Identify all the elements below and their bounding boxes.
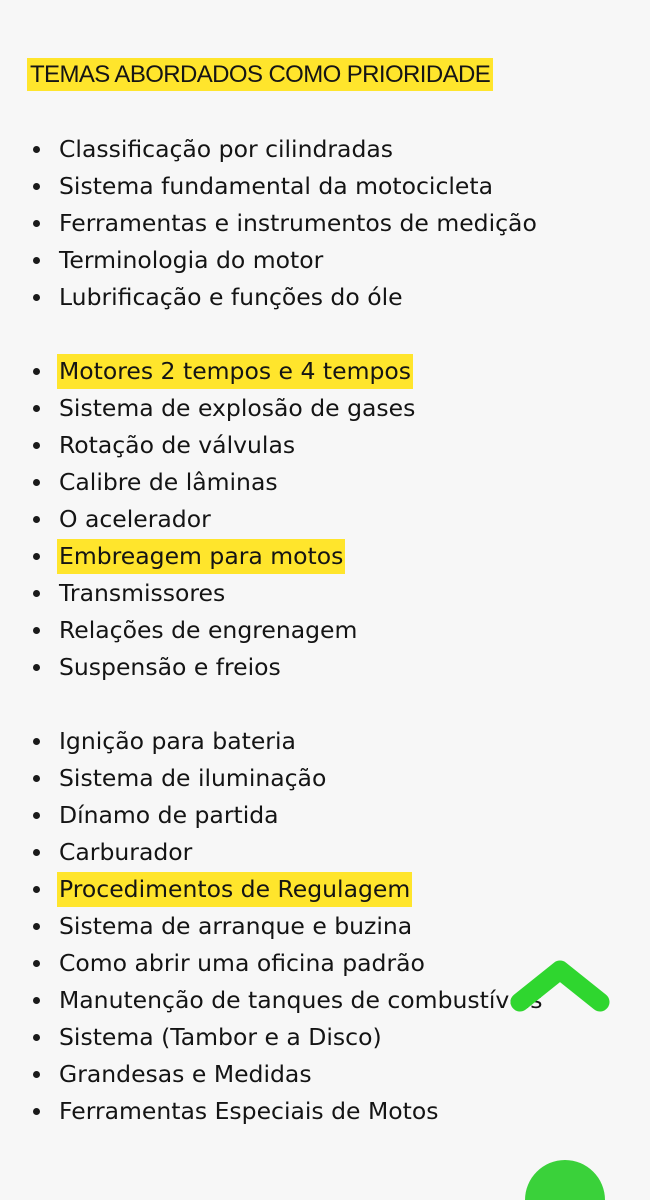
bullet-icon <box>33 368 40 375</box>
topic-label: Ignição para bateria <box>59 727 296 755</box>
bullet-icon <box>33 849 40 856</box>
chevron-up-icon <box>520 970 600 1002</box>
highlighted-topic-label: Procedimentos de Regulagem <box>57 872 412 907</box>
bullet-icon <box>33 960 40 967</box>
topic-label: Sistema (Tambor e a Disco) <box>59 1023 382 1051</box>
topic-label: Relações de engrenagem <box>59 616 358 644</box>
bullet-icon <box>33 516 40 523</box>
topic-label: Transmissores <box>59 579 226 607</box>
bullet-icon <box>33 220 40 227</box>
bullet-icon <box>33 627 40 634</box>
bullet-icon <box>33 294 40 301</box>
list-item <box>0 612 650 649</box>
bullet-icon <box>33 479 40 486</box>
floating-action-button[interactable] <box>525 1160 605 1200</box>
topic-label: Sistema fundamental da motocicleta <box>59 172 493 200</box>
highlighted-topic-label: Embreagem para motos <box>57 539 345 574</box>
bullet-icon <box>33 1034 40 1041</box>
bullet-icon <box>33 812 40 819</box>
bullet-icon <box>33 442 40 449</box>
bullet-icon <box>33 405 40 412</box>
list-item <box>0 760 650 797</box>
topic-label: Carburador <box>59 838 193 866</box>
list-item <box>0 205 650 242</box>
list-item <box>0 1093 650 1130</box>
list-item <box>0 353 650 390</box>
bullet-icon <box>33 553 40 560</box>
topic-label: Ferramentas e instrumentos de medição <box>59 209 537 237</box>
topic-label: Rotação de válvulas <box>59 431 296 459</box>
bullet-icon <box>33 1108 40 1115</box>
list-item <box>0 242 650 279</box>
topic-label: Classificação por cilindradas <box>59 135 394 163</box>
bullet-icon <box>33 738 40 745</box>
topic-label: Grandesas e Medidas <box>59 1060 312 1088</box>
topic-label: Dínamo de partida <box>59 801 279 829</box>
bullet-icon <box>33 183 40 190</box>
list-item <box>0 575 650 612</box>
topic-label: Sistema de arranque e buzina <box>59 912 413 940</box>
list-item <box>0 908 650 945</box>
topic-label: O acelerador <box>59 505 211 533</box>
topic-label: Sistema de iluminação <box>59 764 327 792</box>
bullet-icon <box>33 997 40 1004</box>
bullet-icon <box>33 257 40 264</box>
bullet-icon <box>33 886 40 893</box>
list-item <box>0 427 650 464</box>
bullet-icon <box>33 1071 40 1078</box>
list-item <box>0 131 650 168</box>
list-item <box>0 871 650 908</box>
list-item <box>0 1056 650 1093</box>
topic-label: Manutenção de tanques de combustíveis <box>59 986 543 1014</box>
list-item <box>0 649 650 686</box>
topic-label: Terminologia do motor <box>59 246 324 274</box>
list-item <box>0 797 650 834</box>
bullet-icon <box>33 923 40 930</box>
list-item <box>0 464 650 501</box>
topic-label: Ferramentas Especiais de Motos <box>59 1097 439 1125</box>
bullet-icon <box>33 590 40 597</box>
topic-label: Como abrir uma oficina padrão <box>59 949 425 977</box>
list-item <box>0 390 650 427</box>
scroll-to-top-button[interactable] <box>500 958 620 1022</box>
topic-label: Lubrificação e funções do óle <box>59 283 403 311</box>
highlighted-topic-label: Motores 2 tempos e 4 tempos <box>57 354 413 389</box>
list-item <box>0 723 650 760</box>
section-heading: TEMAS ABORDADOS COMO PRIORIDADE <box>27 58 493 91</box>
bullet-icon <box>33 775 40 782</box>
topic-label: Sistema de explosão de gases <box>59 394 416 422</box>
bullet-icon <box>33 664 40 671</box>
bullet-icon <box>33 146 40 153</box>
list-item <box>0 279 650 316</box>
list-item <box>0 168 650 205</box>
topic-label: Suspensão e freios <box>59 653 281 681</box>
topic-label: Calibre de lâminas <box>59 468 278 496</box>
list-item <box>0 834 650 871</box>
list-item <box>0 538 650 575</box>
list-item <box>0 1019 650 1056</box>
list-item <box>0 501 650 538</box>
